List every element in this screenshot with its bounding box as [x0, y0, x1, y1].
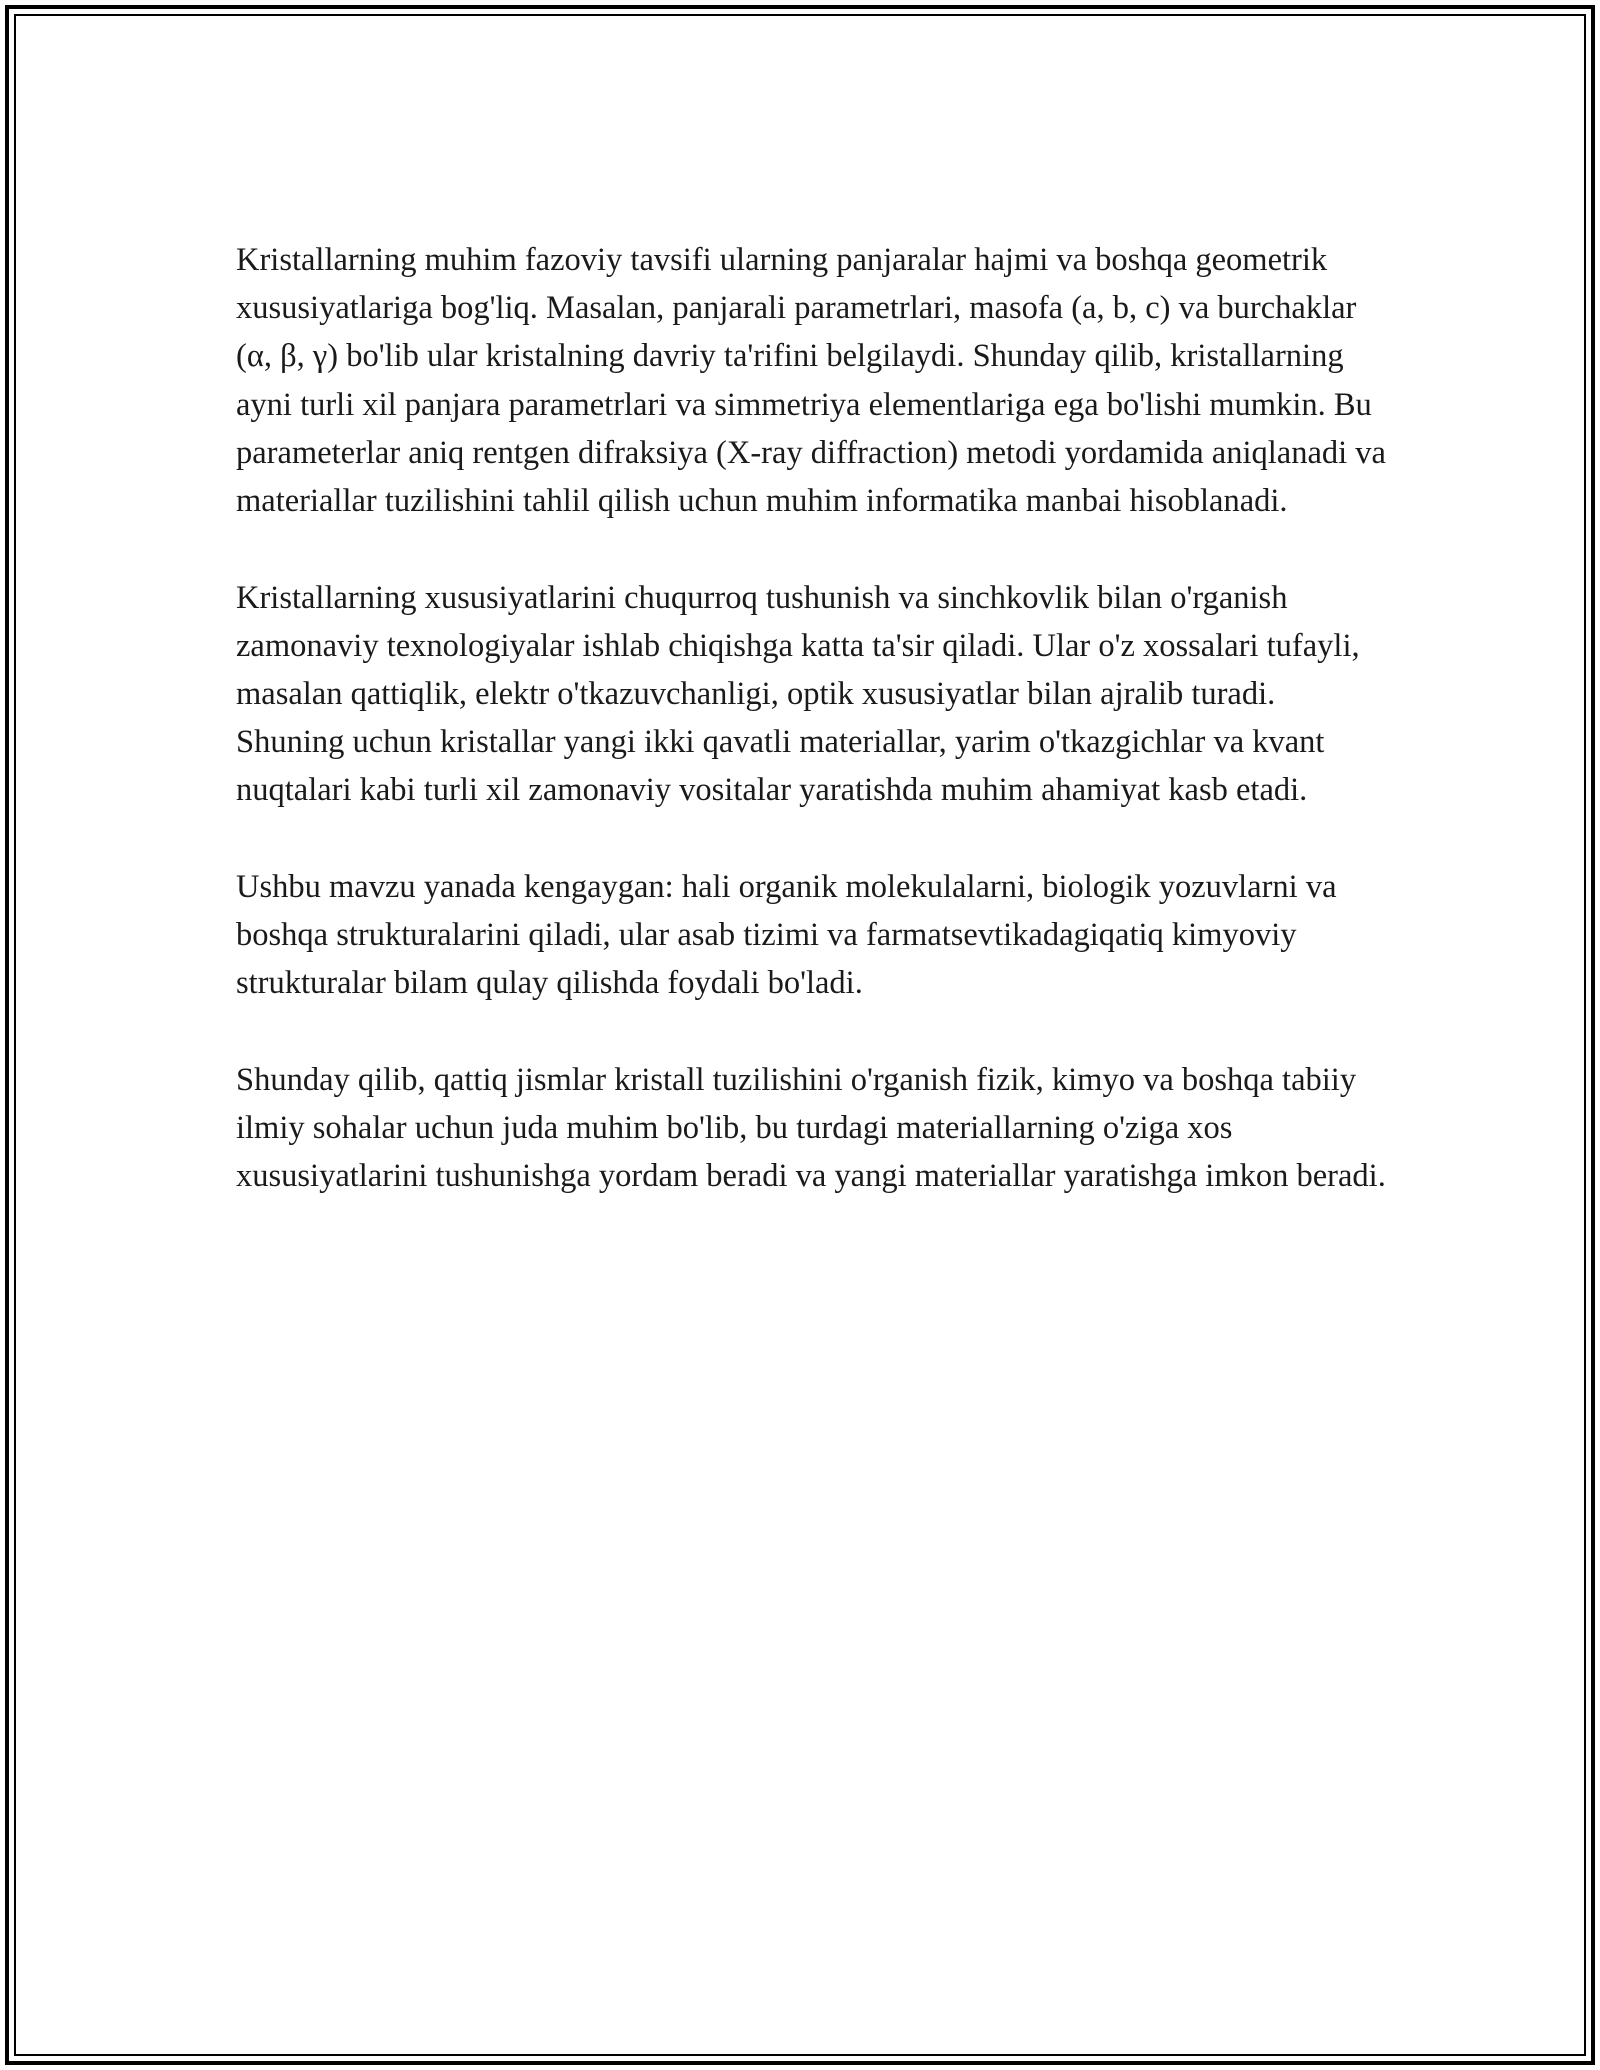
paragraph-2: Kristallarning xususiyatlarini chuqurroq tushunish va sinchkovlik bilan o'rganish zamonaviy texnologiyalar ishlab chiqishga katta ta'sir qiladi. Ular o'z xossalari tufayli, masalan qattiqlik, elektr o'tkazuvchanligi, optik xususiyatlar bilan ajralib turadi. Shuning uchun kristallar yangi ikki qavatli materiallar, yarim o'tkazgichlar va kvant nuqtalari kabi turli xil zamonaviy vositalar yaratishda muhim ahamiyat kasb etadi.: [236, 579, 1360, 809]
document-body: [236, 236, 1386, 1249]
paragraph-3: Ushbu mavzu yanada kengaygan: hali organik molekulalarni, biologik yozuvlarni va boshqa strukturalarini qiladi, ular asab tizimi va farmatsevtikadagiqatiq kimyoviy strukturalar bilam qulay qilishda foydali bo'ladi.: [236, 869, 1337, 1002]
paragraph-4: Shunday qilib, qattiq jismlar kristall tuzilishini o'rganish fizik, kimyo va boshqa tabiiy ilmiy sohalar uchun juda muhim bo'lib, bu turdagi materiallarning o'ziga xos xususiyatlarini tushunishga yordam beradi va yangi materiallar yaratishga imkon beradi.: [236, 1062, 1386, 1195]
paragraph-1: Kristallarning muhim fazoviy tavsifi ularning panjaralar hajmi va boshqa geometrik xususiyatlariga bog'liq. Masalan, panjarali parametrlari, masofa (a, b, c) va burchaklar (α, β, γ) bo'lib ular kristalning davriy ta'rifini belgilaydi. Shunday qilib, kristallarning ayni turli xil panjara parametrlari va simmetriya elementlariga ega bo'lishi mumkin. Bu parameterlar aniq rentgen difraksiya (X-ray diffraction) metodi yordamida aniqlanadi va materiallar tuzilishini tahlil qilish uchun muhim informatika manbai hisoblanadi.: [236, 242, 1386, 520]
